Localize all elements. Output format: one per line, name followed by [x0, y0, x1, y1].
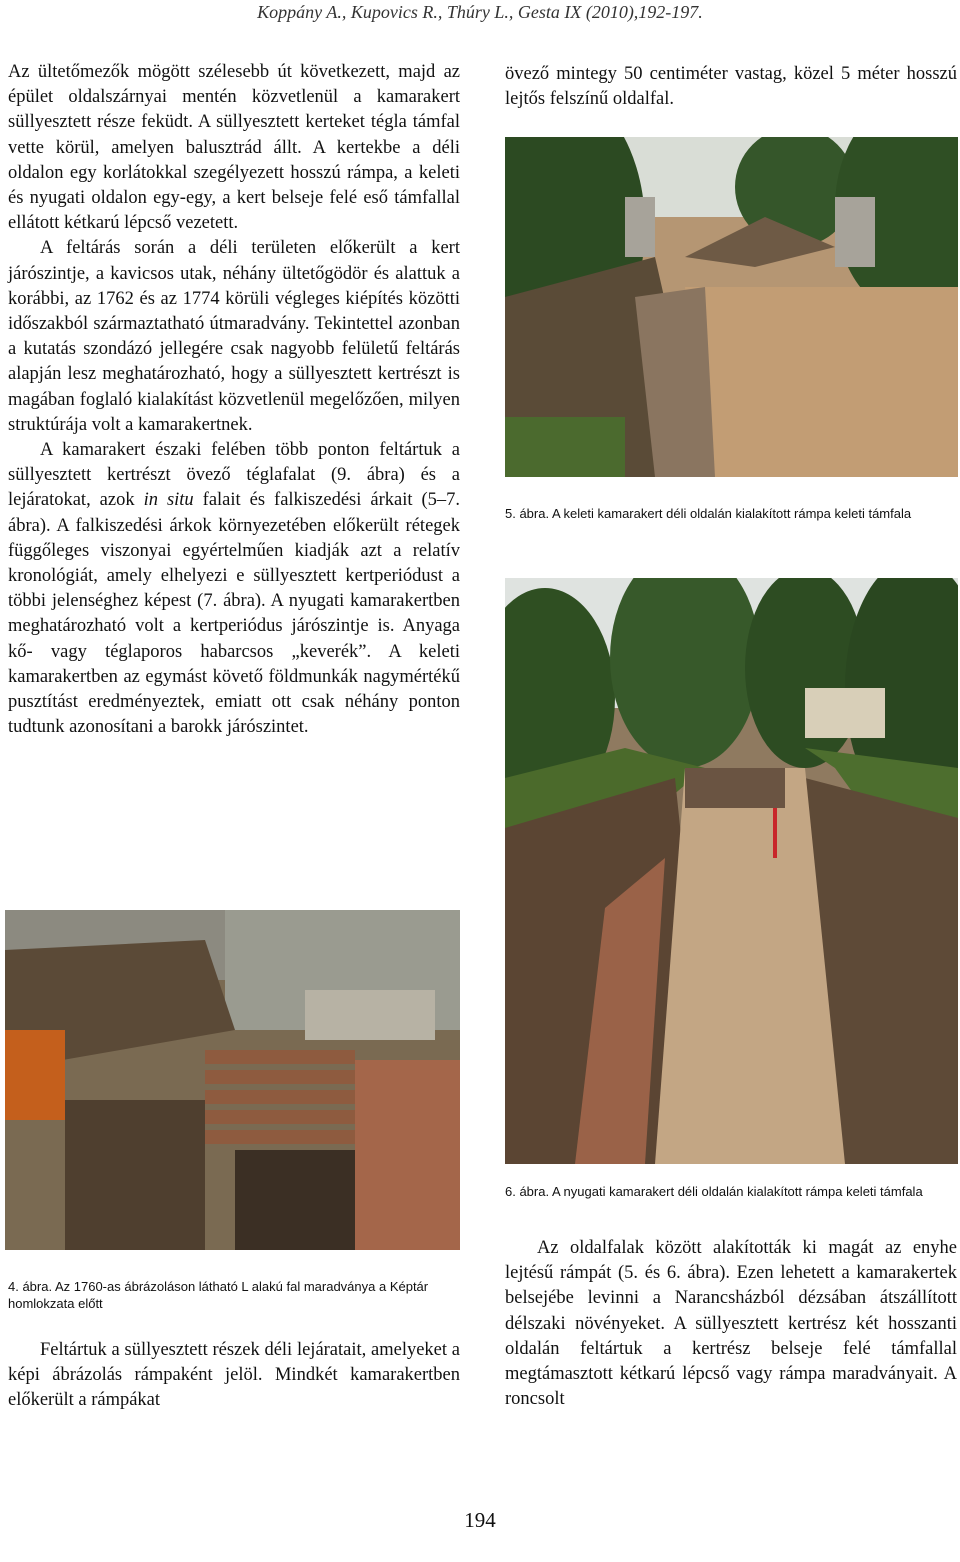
- paragraph-continued: övező mintegy 50 centiméter vastag, közel 5 méter hosszú lejtős felszínű oldalfal.: [505, 64, 957, 110]
- paragraph-3-italic: in situ: [143, 490, 194, 511]
- figure-5-photo: [505, 137, 958, 477]
- ramp-trench-hedges-photo: [505, 137, 958, 477]
- paragraph-5: Az oldalfalak között alakították ki magát az enyhe lejtésű rámpát (5. és 6. ábra). Ezen lehetett a kamarakertek belsejébe levinni a Narancsházból dézsában átszállított délszaki növényeket. A süllyesztett kertrész két hosszanti oldalán feltártuk a kertrész belseje felé támfallal megtámasztott kétkarú lépcső vagy rámpa maradványait. A roncsolt: [505, 1238, 957, 1410]
- figure-6-caption: 6. ábra. A nyugati kamarakert déli oldalán kialakított rámpa keleti támfala: [505, 1184, 923, 1199]
- figure-4-photo: [5, 910, 460, 1250]
- right-bottom-text: [505, 1236, 957, 1412]
- paragraph-3-start: A kamarakert északi felében több ponton feltártuk a süllyesztett kertrészt övező téglafalat (9. ábra) és a lejáratokat, azok: [8, 440, 460, 511]
- figure-6-photo: [505, 578, 958, 1164]
- ramp-trench-yew-trees-photo: [505, 578, 958, 1164]
- figure-4-caption: 4. ábra. Az 1760-as ábrázoláson látható L alakú fal maradványa a Képtár homlokzata előtt: [8, 1279, 429, 1311]
- paragraph-3-end: falait és falkiszedési árkait (5–7. ábra). A falkiszedési árkok környezetében előkerült rétegek függőleges viszonyai egyértelműen kiadják azt a relatív kronológiát, amely elhelyezi e süllyesztett kertperiódust a többi jelenséghez képest (7. ábra). A nyugati kamarakertben meghatározható volt a kertperiódus járószintje is. Anyaga kő- vagy téglaporos habarcsos „keverék”. A keleti kamarakertben az egymást követő földmunkák nagymértékű pusztítást eredményeztek, emiatt ott csak néhány ponton tudtunk azonosítani a barokk járószintet.: [8, 490, 460, 738]
- running-header: Koppány A., Kupovics R., Thúry L., Gesta IX (2010),192-197.: [257, 2, 703, 22]
- right-top-text: [505, 62, 957, 112]
- excavation-pit-brick-wall-photo: [5, 910, 460, 1250]
- paragraph-1: Az ültetőmezők mögött szélesebb út következett, majd az épület oldalszárnyai mentén közvetlenül a kamarakert süllyesztett része feküdt. A süllyesztett kerteket tégla támfal vette körül, amelyen balusztrád állt. A kertekbe a déli oldalon egy korlátokkal szegélyezett hosszú rámpa, a keleti és nyugati oldalon egy-egy, a kert belseje felé eső támfallal ellátott kétkarú lépcső vezetett.: [8, 62, 460, 234]
- left-bottom-text: [8, 1338, 460, 1414]
- figure-5-caption: 5. ábra. A keleti kamarakert déli oldalán kialakított rámpa keleti támfala: [505, 506, 912, 521]
- page-number: 194: [464, 1508, 496, 1532]
- left-column-text: [8, 60, 460, 740]
- paragraph-3: [8, 438, 460, 740]
- paragraph-2: A feltárás során a déli területen előkerült a kert járószintje, a kavicsos utak, néhány ültetőgödör és alattuk a korábbi, az 1762 és az 1774 körüli végleges kiépítés közötti időszakból származtatható útmaradvány. Tekintettel azonban a kutatás szondázó jellegére csak nagyobb felületű feltárás alapján lesz meghatározható, hogy a süllyesztett kertrészt is magában foglaló kialakítást közvetlenül megelőzően, milyen struktúrája volt a kamarakertnek.: [8, 238, 460, 435]
- paragraph-4: Feltártuk a süllyesztett részek déli lejáratait, amelyeket a képi ábrázolás rámpaként jelöl. Mindkét kamarakertben előkerült a rámpákat: [8, 1340, 460, 1411]
